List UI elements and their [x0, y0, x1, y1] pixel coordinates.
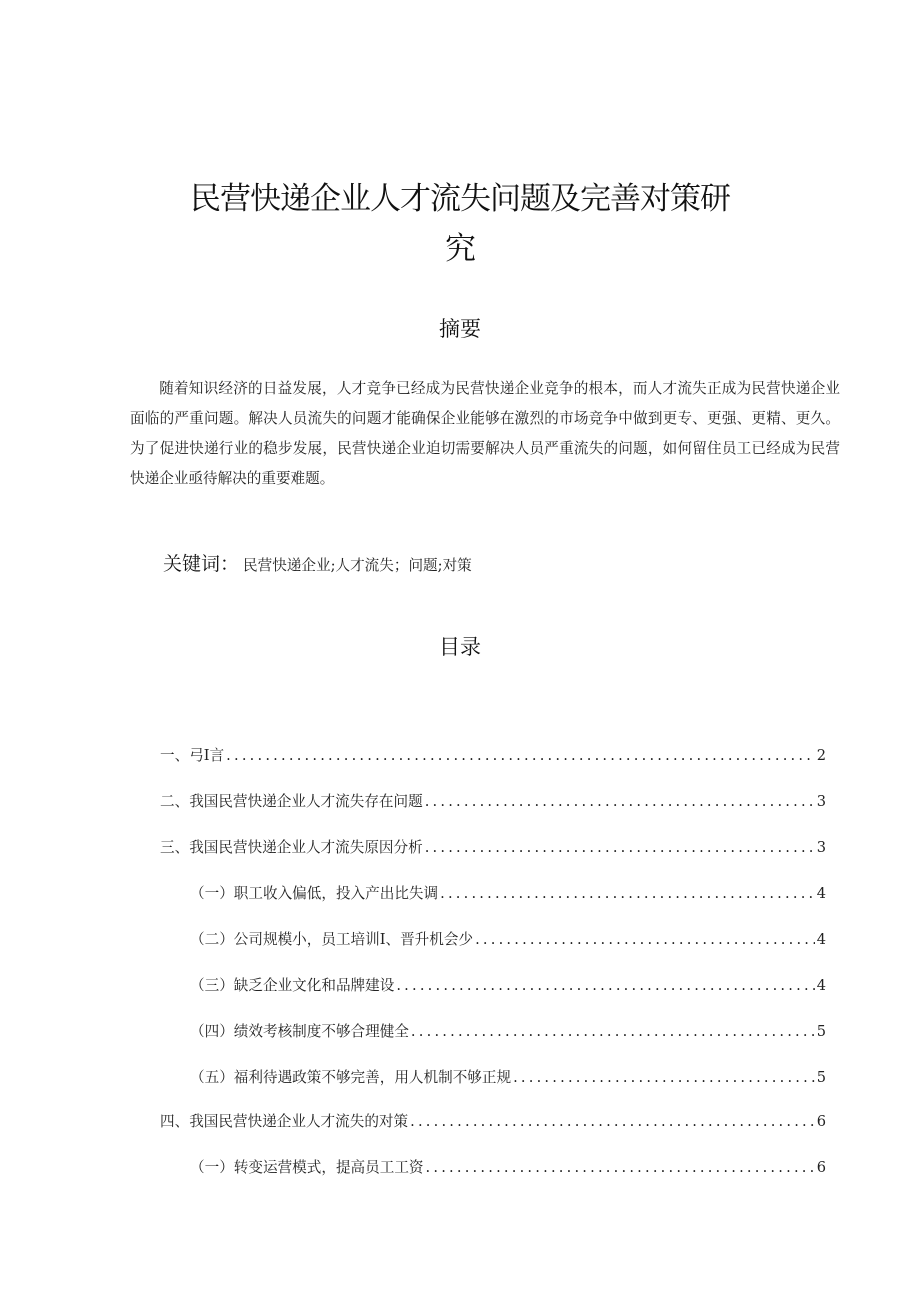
toc-page-number: 4: [816, 977, 826, 994]
toc-entry[interactable]: [190, 882, 826, 906]
toc-entry-text: 一、弓I言: [160, 747, 225, 764]
toc-entry-text: （一）转变运营模式，提高员工工资: [190, 1159, 424, 1176]
toc-entry[interactable]: [190, 1020, 826, 1044]
toc-entry-text: （五）福利待遇政策不够完善，用人机制不够正规: [190, 1069, 512, 1086]
toc-page-number: 3: [816, 793, 826, 810]
toc-entry-text: （四）绩效考核制度不够合理健全: [190, 1023, 409, 1040]
toc-entry[interactable]: [190, 974, 826, 998]
toc-leader-dots: [513, 1066, 815, 1090]
toc-entry-text: （一）职工收入偏低，投入产出比失调: [190, 885, 439, 902]
toc-page-number: 2: [816, 747, 826, 764]
toc-heading: 目录: [439, 635, 481, 659]
toc-entry[interactable]: [190, 1156, 826, 1180]
toc-page-number: 5: [816, 1069, 826, 1086]
toc-entry-text: （二）公司规模小，员工培训I、晋升机会少: [190, 931, 474, 948]
toc-entry[interactable]: [160, 790, 826, 814]
toc-entry-text: 四、我国民营快递企业人才流失的对策: [160, 1113, 409, 1130]
toc-leader-dots: [425, 836, 815, 860]
abstract-heading: 摘要: [439, 317, 481, 341]
toc-leader-dots: [425, 790, 815, 814]
toc-page-number: 6: [816, 1113, 826, 1130]
toc-entry[interactable]: [190, 1066, 826, 1090]
toc-entry-text: 三、我国民营快递企业人才流失原因分析: [160, 839, 423, 856]
toc-page-number: 4: [816, 931, 826, 948]
toc-entry[interactable]: [160, 1110, 826, 1134]
keywords-values: 民营快递企业;人才流失；问题;对策: [243, 557, 472, 574]
title-line-2: 究: [445, 231, 475, 267]
toc-entry-text: 二、我国民营快递企业人才流失存在问题: [160, 793, 423, 810]
toc-entry[interactable]: [160, 836, 826, 860]
keywords-label: 关键词：: [163, 553, 240, 575]
toc-leader-dots: [411, 1020, 815, 1044]
toc-page-number: 3: [816, 839, 826, 856]
toc-leader-dots: [396, 974, 814, 998]
toc-page-number: 5: [816, 1023, 826, 1040]
title-line-1: 民营快递企业人才流失问题及完善对策研: [190, 181, 730, 217]
toc-leader-dots: [475, 928, 815, 952]
toc-leader-dots: [226, 744, 815, 768]
toc-entry[interactable]: [160, 744, 826, 768]
toc-page-number: 6: [816, 1159, 826, 1176]
toc-page-number: 4: [816, 885, 826, 902]
toc-entry-text: （三）缺乏企业文化和品牌建设: [190, 977, 395, 994]
toc-leader-dots: [440, 882, 815, 906]
toc-entry[interactable]: [190, 928, 826, 952]
toc-leader-dots: [426, 1156, 815, 1180]
toc-leader-dots: [410, 1110, 815, 1134]
abstract-body: 随着知识经济的日益发展，人才竞争已经成为民营快递企业竞争的根本，而人才流失正成为民营快递企业面临的严重问题。解决人员流失的问题才能确保企业能够在激烈的市场竞争中做到更专、更强、更精、更久。为了促进快递行业的稳步发展，民营快递企业迫切需要解决人员严重流失的问题，如何留住员工已经成为民营快递企业亟待解决的重要难题。: [130, 380, 840, 487]
